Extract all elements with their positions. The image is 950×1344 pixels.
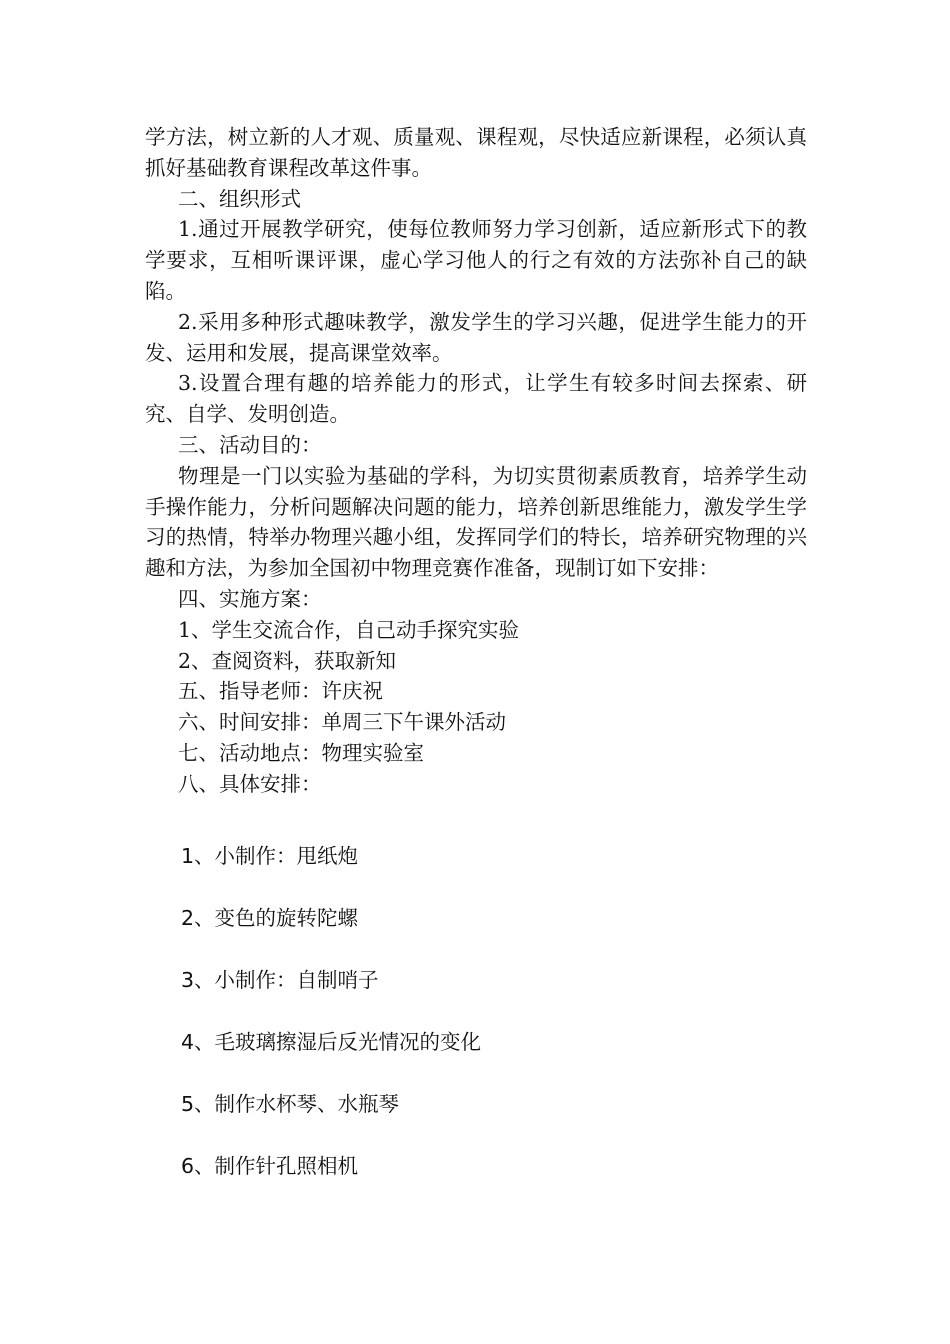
paragraph-purpose: 物理是一门以实验为基础的学科，为切实贯彻素质教育，培养学生动手操作能力，分析问题解决问题的能力，培养创新思维能力，激发学生学习的热情，特举办物理兴趣小组，发挥同学们的特长，培养研究物理的兴趣和方法，为参加全国初中物理竞赛作准备，现制订如下安排：: [145, 463, 807, 581]
heading-organization: 二、组织形式: [178, 186, 301, 211]
heading-location: 七、活动地点：物理实验室: [178, 740, 424, 765]
plan-item-1: 1、学生交流合作，自己动手探究实验: [178, 617, 520, 642]
heading-purpose: 三、活动目的：: [178, 432, 322, 457]
schedule-list: [181, 841, 781, 1213]
heading-plan: 四、实施方案：: [178, 586, 322, 611]
plan-item-2: 2、查阅资料，获取新知: [178, 648, 397, 673]
schedule-item-2: 2、变色的旋转陀螺: [181, 906, 359, 930]
heading-time: 六、时间安排：单周三下午课外活动: [178, 710, 506, 735]
paragraph-intro: 学方法，树立新的人才观、质量观、课程观，尽快适应新课程，必须认真抓好基础教育课程改革这件事。: [145, 125, 807, 180]
schedule-item-5: 5、制作水杯琴、水瓶琴: [181, 1092, 400, 1116]
paragraph-organization-3: 3.设置合理有趣的培养能力的形式，让学生有较多时间去探索、研究、自学、发明创造。: [145, 371, 807, 427]
paragraph-organization-1: 1.通过开展教学研究，使每位教师努力学习创新，适应新形式下的教学要求，互相听课评课，虚心学习他人的行之有效的方法弥补自己的缺陷。: [145, 217, 807, 303]
schedule-item-1: 1、小制作：甩纸炮: [181, 844, 359, 868]
heading-schedule: 八、具体安排：: [178, 771, 322, 796]
document-body: [145, 122, 807, 800]
schedule-item-4: 4、毛玻璃擦湿后反光情况的变化: [181, 1030, 482, 1054]
schedule-item-3: 3、小制作：自制哨子: [181, 968, 379, 992]
paragraph-organization-2: 2.采用多种形式趣味教学，激发学生的学习兴趣，促进学生能力的开发、运用和发展，提高课堂效率。: [145, 309, 807, 365]
heading-teacher: 五、指导老师：许庆祝: [178, 679, 383, 704]
schedule-item-6: 6、制作针孔照相机: [181, 1154, 359, 1178]
